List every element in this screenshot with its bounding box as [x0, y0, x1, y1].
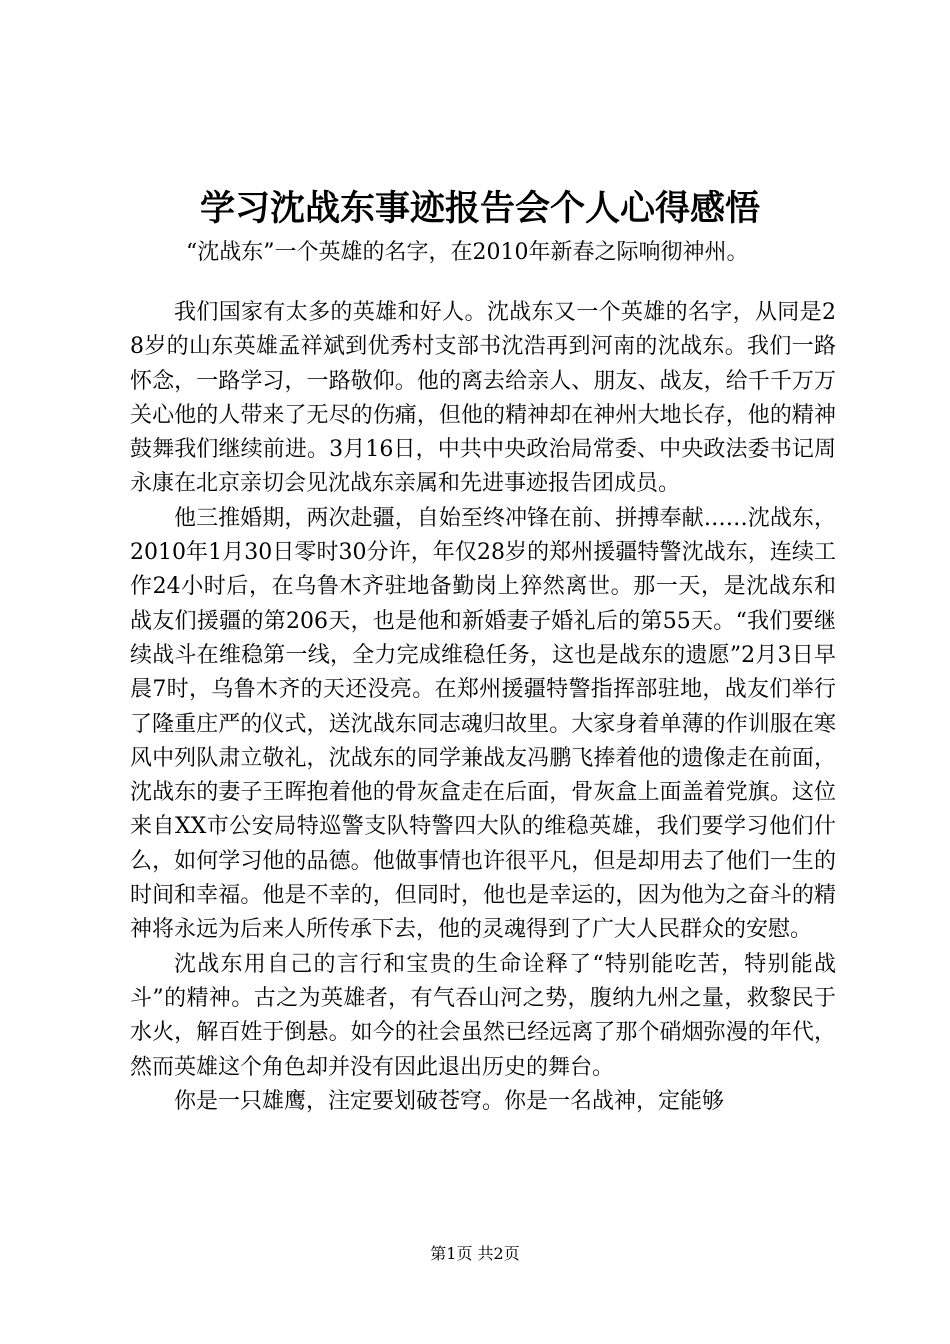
- paragraph-3: 沈战东用自己的言行和宝贵的生命诠释了“特别能吃苦，特别能战斗”的精神。古之为英雄者，有气吞山河之势，腹纳九州之量，救黎民于水火，解百姓于倒悬。如今的社会虽然已经远离了那个硝烟弥漫的年代，然而英雄这个角色却并没有因此退出历史的舞台。: [130, 951, 836, 1080]
- page-footer: 第1页 共2页: [430, 1244, 520, 1263]
- document-subtitle: “沈战东”一个英雄的名字，在2010年新春之际响彻神州。: [186, 240, 749, 265]
- paragraph-1: 我们国家有太多的英雄和好人。沈战东又一个英雄的名字，从同是28岁的山东英雄孟祥斌到优秀村支部书沈浩再到河南的沈战东。我们一路怀念，一路学习，一路敬仰。他的离去给亲人、朋友、战友，给千千万万关心他的人带来了无尽的伤痛，但他的精神却在神州大地长存，他的精神鼓舞我们继续前进。3月16日，中共中央政治局常委、中央政法委书记周永康在北京亲切会见沈战东亲属和先进事迹报告团成员。: [130, 300, 836, 497]
- document-body: [130, 296, 836, 1119]
- paragraph-2: 他三推婚期，两次赴疆，自始至终冲锋在前、拼搏奉献……沈战东，2010年1月30日零时30分许，年仅28岁的郑州援疆特警沈战东，连续工作24小时后，在乌鲁木齐驻地备勤岗上猝然离世。那一天，是沈战东和战友们援疆的第206天，也是他和新婚妻子婚礼后的第55天。“我们要继续战斗在维稳第一线，全力完成维稳任务，这也是战东的遗愿”2月3日早晨7时，乌鲁木齐的天还没亮。在郑州援疆特警指挥部驻地，战友们举行了隆重庄严的仪式，送沈战东同志魂归故里。大家身着单薄的作训服在寒风中列队肃立敬礼，沈战东的同学兼战友冯鹏飞捧着他的遗像走在前面，沈战东的妻子王晖抱着他的骨灰盒走在后面，骨灰盒上面盖着党旗。这位来自XX市公安局特巡警支队特警四大队的维稳英雄，我们要学习他们什么，如何学习他的品德。他做事情也许很平凡，但是却用去了他们一生的时间和幸福。他是不幸的，但同时，他也是幸运的，因为他为之奋斗的精神将永远为后来人所传承下去，他的灵魂得到了广大人民群众的安慰。: [130, 505, 836, 943]
- paragraph-4: 你是一只雄鹰，注定要划破苍穹。你是一名战神，定能够: [174, 1088, 725, 1114]
- document-title: 学习沈战东事迹报告会个人心得感悟: [199, 188, 760, 229]
